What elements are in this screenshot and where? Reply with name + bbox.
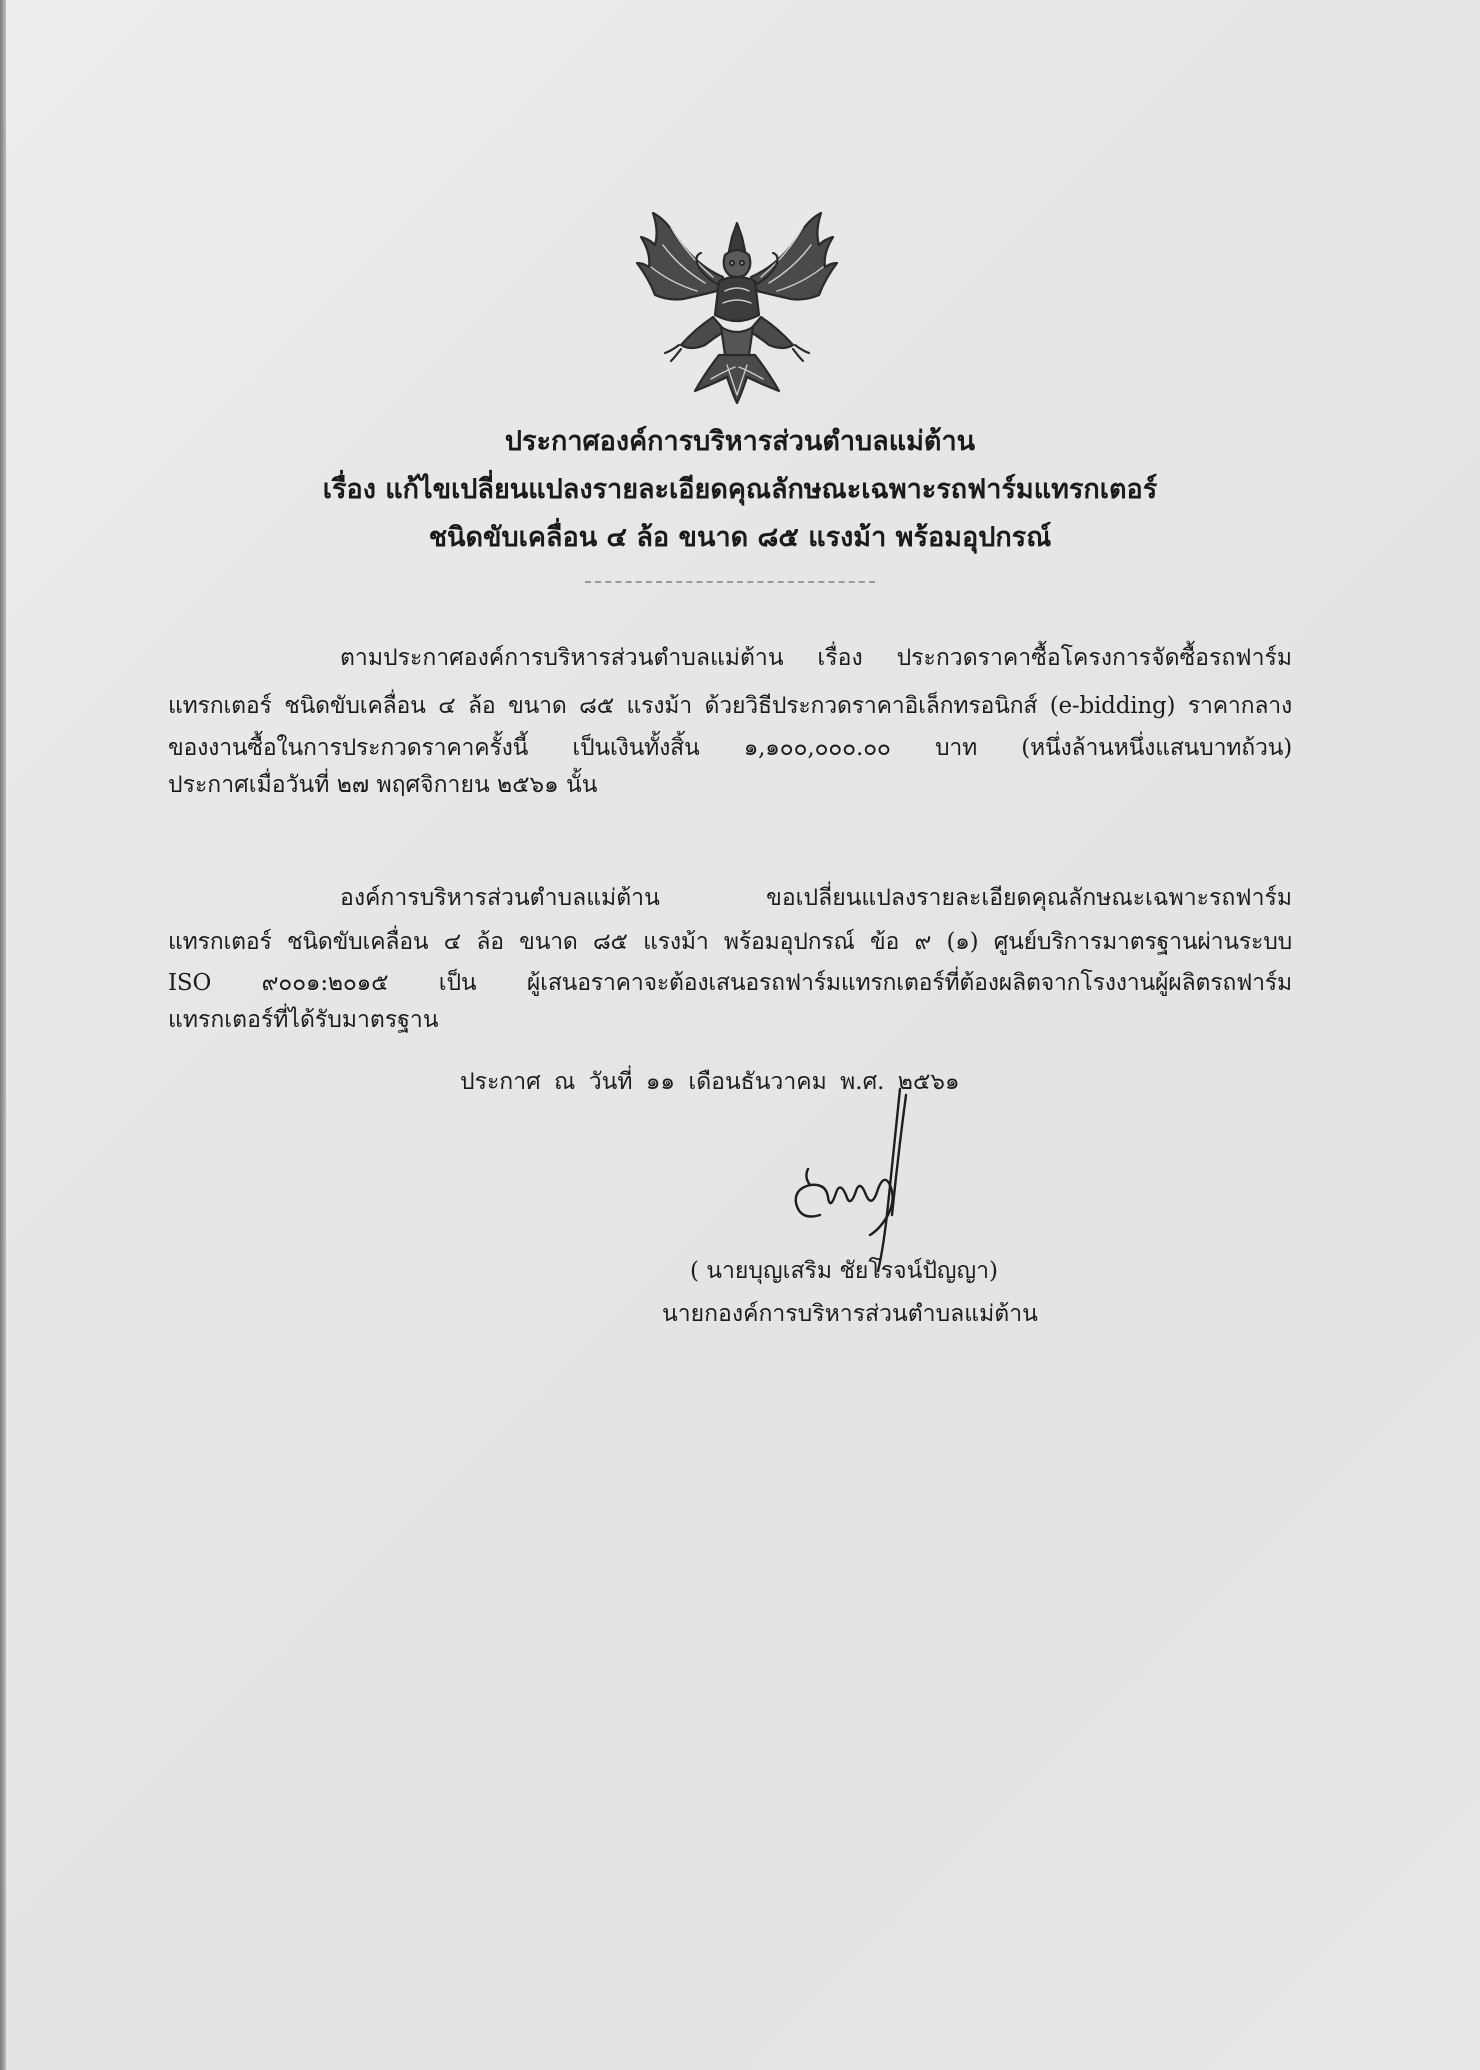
- signer-position: นายกองค์การบริหารส่วนตำบลแม่ต้าน: [662, 1301, 1038, 1327]
- paragraph2-line3: ISO ๙๐๐๑:๒๐๑๕ เป็น ผู้เสนอราคาจะต้องเสนอรถฟาร์มแทรกเตอร์ที่ต้องผลิตจากโรงงานผู้ผลิตรถฟาร์ม: [168, 970, 1292, 996]
- paragraph1-line1: ตามประกาศองค์การบริหารส่วนตำบลแม่ต้าน เรื่อง ประกวดราคาซื้อโครงการจัดซื้อรถฟาร์ม: [340, 645, 1292, 671]
- announcement-date: ประกาศ ณ วันที่ ๑๑ เดือนธันวาคม พ.ศ. ๒๕๖๑: [460, 1069, 960, 1095]
- paragraph2-line1: องค์การบริหารส่วนตำบลแม่ต้าน ขอเปลี่ยนแปลงรายละเอียดคุณลักษณะเฉพาะรถฟาร์ม: [340, 885, 1292, 911]
- garuda-emblem-icon: [635, 205, 840, 405]
- paragraph1-line2: แทรกเตอร์ ชนิดขับเคลื่อน ๔ ล้อ ขนาด ๘๕ แรงม้า ด้วยวิธีประกวดราคาอิเล็กทรอนิกส์ (e-bidding) ราคากลาง: [168, 693, 1292, 719]
- paragraph1-line3: ของงานซื้อในการประกวดราคาครั้งนี้ เป็นเงินทั้งสิ้น ๑,๑๐๐,๐๐๐.๐๐ บาท (หนึ่งล้านหนึ่งแสนบาทถ้วน): [168, 735, 1292, 761]
- announcement-subject-continued: ชนิดขับเคลื่อน ๔ ล้อ ขนาด ๘๕ แรงม้า พร้อมอุปกรณ์: [428, 522, 1052, 553]
- title-separator: [585, 581, 875, 583]
- paragraph2-line2: แทรกเตอร์ ชนิดขับเคลื่อน ๔ ล้อ ขนาด ๘๕ แรงม้า พร้อมอุปกรณ์ ข้อ ๙ (๑) ศูนย์บริการมาตรฐานผ่านระบบ: [168, 929, 1292, 955]
- signer-name: ( นายบุญเสริม ชัยโรจน์ปัญญา): [690, 1258, 998, 1284]
- page-edge-shadow: [0, 0, 6, 2070]
- announcement-title: ประกาศองค์การบริหารส่วนตำบลแม่ต้าน: [504, 426, 976, 457]
- paragraph1-line4: ประกาศเมื่อวันที่ ๒๗ พฤศจิกายน ๒๕๖๑ นั้น: [168, 772, 598, 798]
- handwritten-signature-icon: [780, 1085, 920, 1275]
- announcement-subject: เรื่อง แก้ไขเปลี่ยนแปลงรายละเอียดคุณลักษณะเฉพาะรถฟาร์มแทรกเตอร์: [322, 474, 1158, 505]
- paragraph2-line4: แทรกเตอร์ที่ได้รับมาตรฐาน: [168, 1007, 439, 1033]
